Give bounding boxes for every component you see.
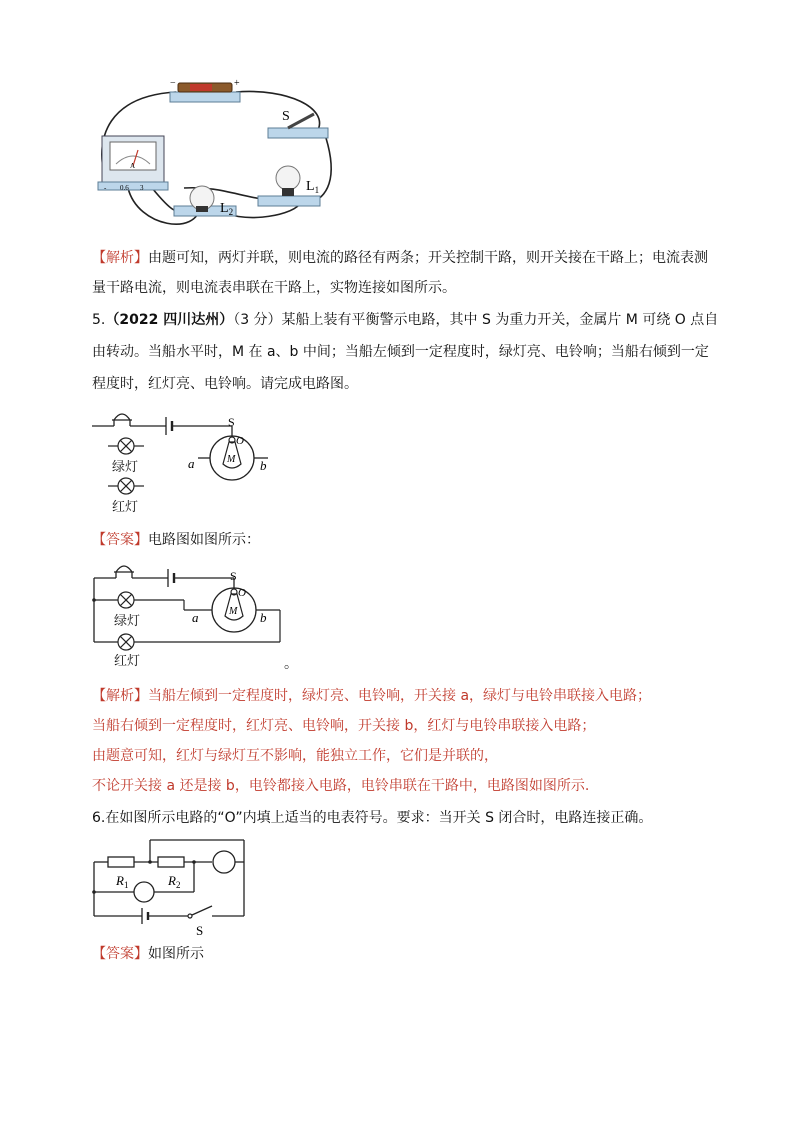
r2-label: $R_2$ (168, 873, 181, 890)
q5-line1: 5.（2022 四川达州）（3 分）某船上装有平衡警示电路，其中 S 为重力开关，金属片 M 可绕 O 点自 (92, 312, 719, 328)
answer5-tag: 【答案】 (92, 532, 148, 548)
analysis5-line1: 【解析】当船左倾到一定程度时，绿灯亮、电铃响，开关接 a，绿灯与电铃串联接入电路； (92, 688, 652, 704)
q6-line: 6.在如图所示电路的“O”内填上适当的电表符号。要求：当开关 S 闭合时，电路连接正确。 (92, 810, 653, 826)
r1-label: $R_1$ (116, 873, 129, 890)
lamp1-label: $L_1$ (306, 179, 320, 195)
battery-plus-label: + (234, 78, 240, 89)
answer5-line: 【答案】电路图如图所示： (92, 532, 260, 548)
fig3-s-label: S (230, 569, 237, 583)
analysis1-line2: 量干路电流，则电流表串联在干路上，实物连接如图所示。 (92, 280, 456, 296)
fig2-s-label: S (228, 415, 235, 429)
analysis1-line1: 【解析】由题可知，两灯并联，则电流的路径有两条；开关控制干路，则开关接在干路上；电流表测 (92, 250, 708, 266)
q5-line2: 由转动。当船水平时，M 在 a、b 中间；当船左倾到一定程度时，绿灯亮、电铃响；当船右倾到一定 (92, 344, 709, 360)
analysis5-line3: 由题意可知，红灯与绿灯互不影响，能独立工作，它们是并联的， (92, 748, 498, 764)
fig2-m-label: M (227, 454, 236, 465)
fig3-a-label: a (192, 610, 199, 625)
ammeter-terminal-minus: - (104, 184, 107, 192)
ammeter-terminal-06: 0.6 (120, 184, 129, 192)
analysis1-tag: 【解析】 (92, 250, 148, 266)
physical-circuit-figure (88, 78, 348, 238)
ammeter-letter: A (130, 162, 136, 170)
fig2-a-label: a (188, 456, 195, 471)
fig2-red-label: 红灯 (112, 500, 139, 515)
q5-line3: 程度时，红灯亮、电铃响。请完成电路图。 (92, 376, 358, 392)
fig3-red-label: 红灯 (114, 654, 141, 669)
q5-source: （2022 四川达州） (105, 312, 234, 328)
answer6-tag: 【答案】 (92, 946, 148, 962)
battery-minus-label: − (170, 78, 176, 89)
fig3-period: 。 (284, 656, 298, 672)
fig2-o-label: O (236, 435, 244, 447)
ammeter-terminal-3: 3 (140, 184, 144, 192)
resistor-circuit-figure (88, 834, 258, 940)
fig3-b-label: b (260, 610, 267, 625)
analysis5-line2: 当船右倾到一定程度时，红灯亮、电铃响，开关接 b，红灯与电铃串联接入电路； (92, 718, 596, 734)
fig3-o-label: O (238, 587, 246, 599)
fig4-s-label: S (196, 923, 204, 938)
fig2-green-label: 绿灯 (112, 460, 139, 475)
switch-label: S (282, 109, 290, 124)
analysis5-tag: 【解析】 (92, 688, 148, 704)
fig2-b-label: b (260, 458, 267, 473)
answer6-line: 【答案】如图所示 (92, 946, 204, 962)
lamp2-label: $L_2$ (220, 201, 234, 217)
fig3-green-label: 绿灯 (114, 614, 141, 629)
analysis5-line4: 不论开关接 a 还是接 b，电铃都接入电路，电铃串联在干路中，电路图如图所示. (92, 778, 590, 794)
fig3-m-label: M (229, 606, 238, 617)
